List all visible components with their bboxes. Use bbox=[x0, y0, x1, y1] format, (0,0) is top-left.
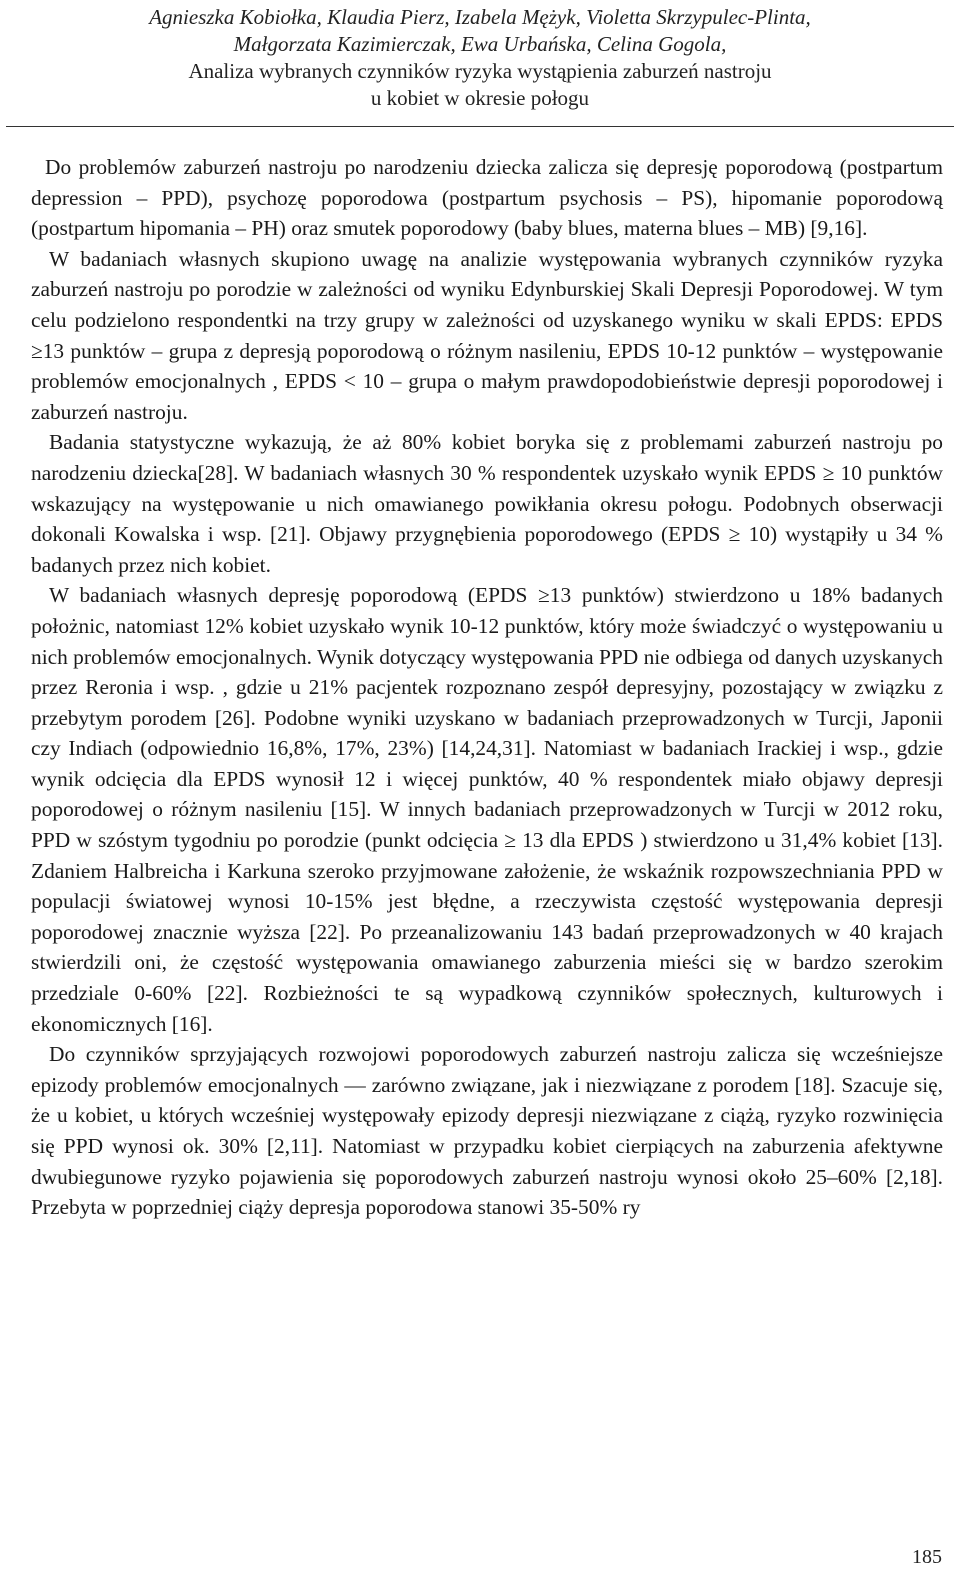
page-number: 185 bbox=[912, 1546, 942, 1568]
header-divider bbox=[6, 126, 954, 127]
header-title-line-2: u kobiet w okresie połogu bbox=[370, 86, 590, 110]
running-header bbox=[0, 4, 960, 112]
paragraph-3: Badania statystyczne wykazują, że aż 80% kobiet boryka się z problemami zaburzeń nastroju po narodzeniu dziecka[28]. W badaniach własnych 30 % respondentek uzyskało wynik EPDS ≥ 10 punktów wskazujący na występowanie u nich omawianego powikłania okresu połogu. Podobnych obserwacji dokonali Kowalska i wsp. [21]. Objawy przygnębienia poporodowego (EPDS ≥ 10) wystąpiły u 34 % badanych przez nich kobiet. bbox=[31, 430, 943, 577]
header-authors-line-2: Małgorzata Kazimierczak, Ewa Urbańska, Celina Gogola, bbox=[233, 32, 727, 56]
paragraph-2: W badaniach własnych skupiono uwagę na analizie występowania wybranych czynników ryzyka zaburzeń nastroju po porodzie w zależności od wyniku Edynburskiej Skali Depresji Poporodowej. W tym celu podzielono respondentki na trzy grupy w zależności od uzyskanego wyniku w skali EPDS: EPDS ≥13 punktów – grupa z depresją poporodową o różnym nasileniu, EPDS 10-12 punktów – występowanie problemów emocjonalnych , EPDS < 10 – grupa o małym prawdopodobieństwie depresji poporodowej i zaburzeń nastroju. bbox=[31, 246, 943, 424]
article-body bbox=[31, 152, 943, 1223]
paragraph-4: W badaniach własnych depresję poporodową (EPDS ≥13 punktów) stwierdzono u 18% badanych położnic, natomiast 12% kobiet uzyskało wynik 10-12 punktów, który może świadczyć o występowaniu u nich problemów emocjonalnych. Wynik dotyczący występowania PPD nie odbiega od danych uzyskanych przez Reronia i wsp. , gdzie u 21% pacjentek rozpoznano zespół depresyjny, pozostający w związku z przebytym porodem [26]. Podobne wyniki uzyskano w badaniach przeprowadzonych w Turcji, Japonii czy Indiach (odpowiednio 16,8%, 17%, 23%) [14,24,31]. Natomiast w badaniach Irackiej i wsp., gdzie wynik odcięcia dla EPDS wynosił 12 i więcej punktów, 40 % respondentek miało objawy depresji poporodowej o różnym nasileniu [15]. W innych badaniach przeprowadzonych w Turcji w 2012 roku, PPD w szóstym tygodniu po porodzie (punkt odcięcia ≥ 13 dla EPDS ) stwierdzono u 31,4% kobiet [13]. Zdaniem Halbreicha i Karkuna szeroko przyjmowane założenie, że wskaźnik rozpowszechniania PPD w populacji światowej wynosi 10-15% jest błędne, a rzeczywista częstość występowania depresji poporodowej znacznie wyższa [22]. Po przeanalizowaniu 143 badań przeprowadzonych w 40 krajach stwierdzili oni, że częstość występowania omawianego zaburzenia mieści się w bardzo szerokim przedziale 0-60% [22]. Rozbieżności te są wypadkową czynników społecznych, kulturowych i ekonomicznych [16]. bbox=[31, 583, 943, 1036]
header-title-line-1: Analiza wybranych czynników ryzyka wystąpienia zaburzeń nastroju bbox=[188, 59, 772, 83]
paragraph-1: Do problemów zaburzeń nastroju po narodzeniu dziecka zalicza się depresję poporodową (postpartum depression – PPD), psychozę poporodowa (postpartum psychosis – PS), hipomanie poporodową (postpartum hipomania – PH) oraz smutek poporodowy (baby blues, materna blues – MB) [9,16]. bbox=[31, 155, 943, 241]
paragraph-5: Do czynników sprzyjających rozwojowi poporodowych zaburzeń nastroju zalicza się wcześniejsze epizody problemów emocjonalnych — zarówno związane, jak i niezwiązane z porodem [18]. Szacuje się, że u kobiet, u których wcześniej występowały epizody depresji niezwiązane z ciążą, ryzyko rozwinięcia się PPD wynosi ok. 30% [2,11]. Natomiast w przypadku kobiet cierpiących na zaburzenia afektywne dwubiegunowe ryzyko pojawienia się poporodowych zaburzeń nastroju wynosi około 25–60% [2,18]. Przebyta w poprzedniej ciąży depresja poporodowa stanowi 35-50% ry bbox=[31, 1042, 943, 1220]
header-authors-line-1: Agnieszka Kobiołka, Klaudia Pierz, Izabela Mężyk, Violetta Skrzypulec-Plinta, bbox=[149, 5, 811, 29]
